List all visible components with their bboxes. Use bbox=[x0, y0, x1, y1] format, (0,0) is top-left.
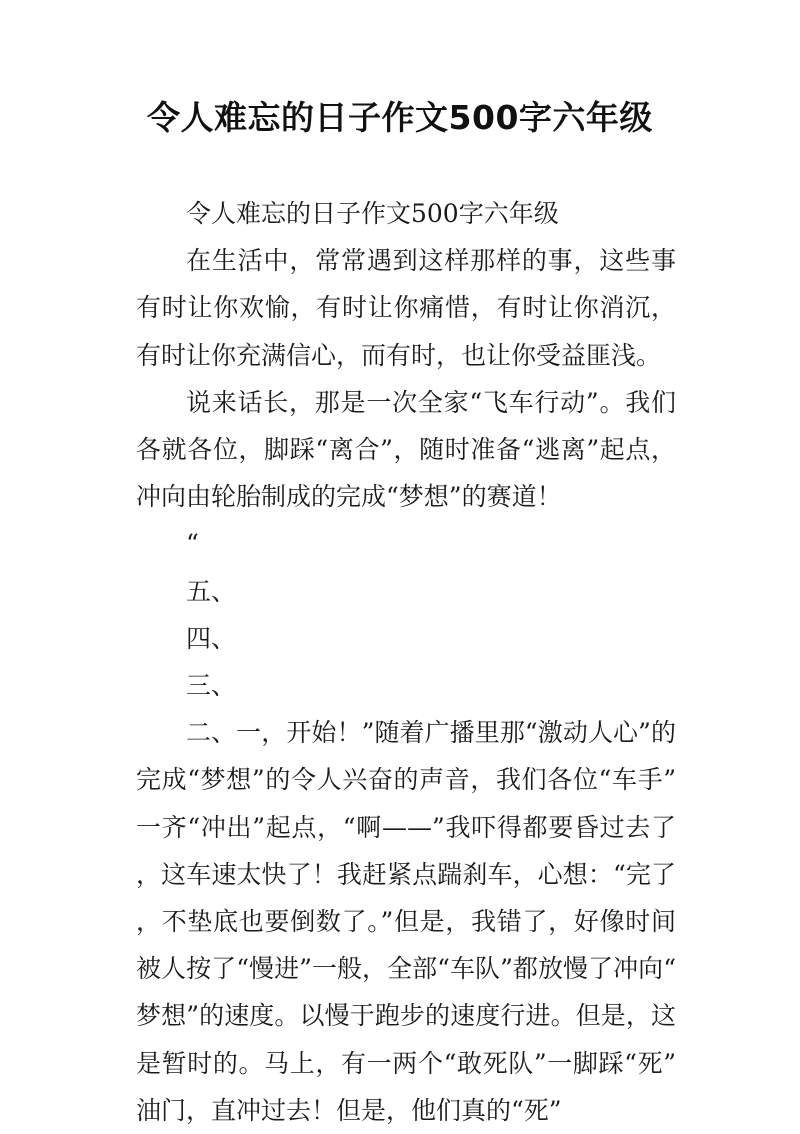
paragraph-quote-open: “ bbox=[186, 529, 199, 559]
paragraph-countdown-three: 三、 bbox=[186, 671, 237, 701]
document-title: 令人难忘的日子作文500字六年级 bbox=[147, 98, 653, 137]
paragraph-story-start: 说来话长，那是一次全家“飞车行动”。我们各就各位，脚踩“离合”，随时准备“逃离”起点，冲向由轮胎制成的完成“梦想”的赛道！ bbox=[136, 387, 676, 512]
paragraph-intro: 在生活中，常常遇到这样那样的事，这些事有时让你欢愉，有时让你痛惜，有时让你消沉，有时让你充满信心，而有时，也让你受益匪浅。 bbox=[136, 246, 676, 370]
document-body bbox=[136, 190, 676, 1134]
paragraph-race: 二、一，开始！”随着广播里那“激动人心”的完成“梦想”的令人兴奋的声音，我们各位“车手”一齐“冲出”起点，“啊——”我吓得都要昏过去了，这车速太快了！我赶紧点踹刹车，心想：“完了，不垫底也要倒数了。”但是，我错了，好像时间被人按了“慢进”一般，全部“车队”都放慢了冲向“梦想”的速度。以慢于跑步的速度行进。但是，这是暂时的。马上，有一两个“敢死队”一脚踩“死”油门，直冲过去！但是，他们真的“死” bbox=[136, 718, 676, 1125]
paragraph-subtitle: 令人难忘的日子作文500字六年级 bbox=[186, 199, 559, 228]
paragraph-countdown-five: 五、 bbox=[186, 576, 237, 606]
paragraph-countdown-four: 四、 bbox=[186, 623, 237, 653]
